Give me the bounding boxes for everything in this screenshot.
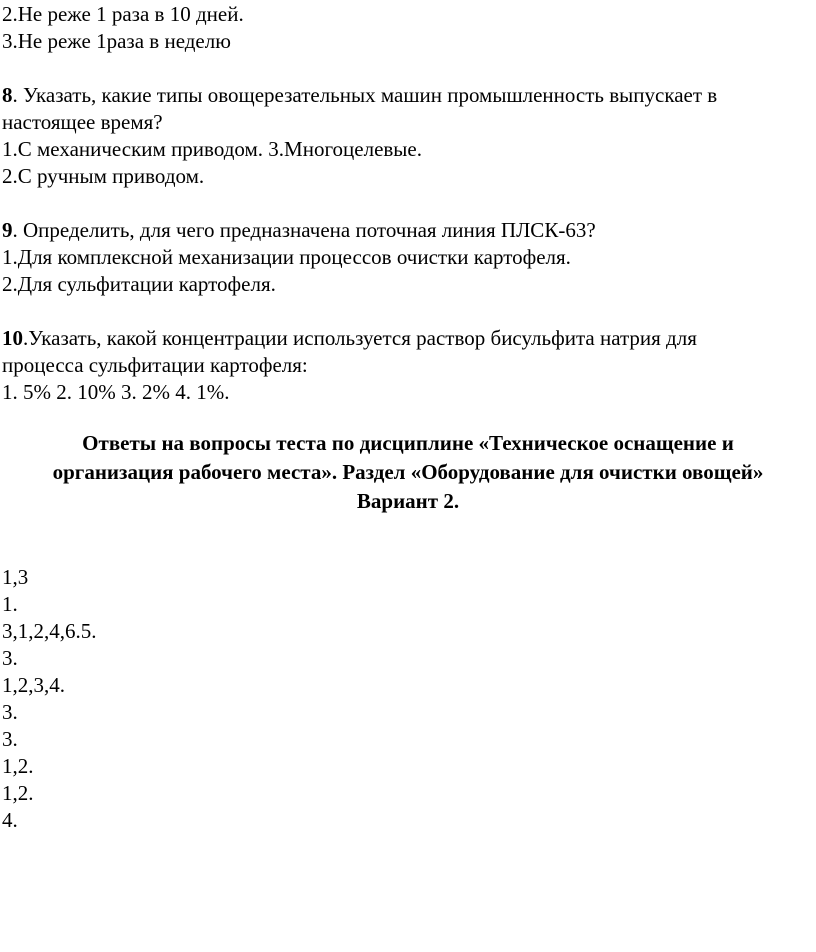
answer-item: 3. (2, 727, 18, 751)
answers-heading-line: организация рабочего места». Раздел «Оборудование для очистки овощей» (52, 460, 764, 484)
option-line: 2.Не реже 1 раза в 10 дней. (2, 2, 244, 26)
question-8 (2, 82, 802, 190)
option-line: 3.Не реже 1раза в неделю (2, 29, 231, 53)
question-text-part: . Определить, для чего предназначена поточная линия ПЛСК-63? (12, 218, 596, 242)
answer-item: 3. (2, 646, 18, 670)
question-text-part: .Указать, какой концентрации используется раствор бисульфита натрия для (23, 326, 697, 350)
answer-item: 1,2. (2, 754, 34, 778)
option-line: 1.Для комплексной механизации процессов очистки картофеля. (2, 245, 571, 269)
answer-item: 4. (2, 808, 18, 832)
question-number: 10 (2, 326, 23, 350)
answers-variant: Вариант 2. (356, 489, 460, 513)
answer-item: 3,1,2,4,6.5. (2, 619, 97, 643)
answers-heading-line: Ответы на вопросы теста по дисциплине «Техническое оснащение и (82, 431, 734, 455)
question-number: 9 (2, 218, 13, 242)
answers-list (2, 564, 302, 834)
answer-item: 3. (2, 700, 18, 724)
question-text-continuation: настоящее время? (2, 110, 163, 134)
question-number: 8 (2, 83, 13, 107)
option-line: 2.Для сульфитации картофеля. (2, 272, 276, 296)
answer-item: 1,2,3,4. (2, 673, 65, 697)
question-text (2, 82, 802, 109)
question-text (2, 217, 802, 244)
question-text-continuation: процесса сульфитации картофеля: (2, 353, 308, 377)
option-line: 1.С механическим приводом. 3.Многоцелевые. (2, 137, 422, 161)
option-line: 1. 5% 2. 10% 3. 2% 4. 1%. (2, 380, 230, 404)
question-9 (2, 217, 802, 298)
answer-item: 1,3 (2, 565, 29, 589)
answer-item: 1. (2, 592, 18, 616)
previous-question-options (2, 1, 802, 55)
question-text-part: . Указать, какие типы овощерезательных машин промышленность выпускает в (12, 83, 718, 107)
question-text (2, 325, 802, 352)
question-10 (2, 325, 802, 406)
option-line: 2.С ручным приводом. (2, 164, 205, 188)
answer-item: 1,2. (2, 781, 34, 805)
answers-heading (0, 429, 816, 516)
